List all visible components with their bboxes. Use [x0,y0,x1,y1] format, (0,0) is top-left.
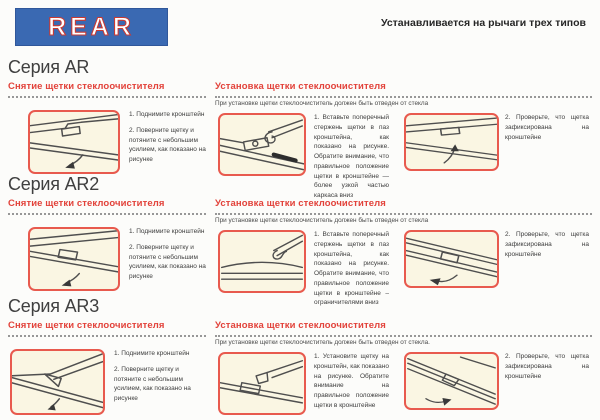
install-step-2: 2. Проверьте, что щетка зафиксирована на кронштейне [505,353,589,380]
removal-steps [114,349,198,415]
section-title: Серия AR2 [8,174,100,194]
dotted-divider [8,335,206,337]
removal-column [8,81,206,174]
header-tagline: Устанавливается на рычаги трех типов [380,17,586,29]
dotted-divider [215,96,592,98]
removal-step-2: 2. Поверните щетку и потяните с небольшим усилием, как показано на рисунке [129,127,206,163]
ar-install-step2-illustration [404,113,499,171]
section-series-ar3 [0,296,600,414]
ar3-removal-illustration [10,349,105,415]
install-column [215,81,592,199]
dotted-divider [8,96,206,98]
ar2-removal-illustration [28,227,120,291]
install-heading: Установка щетки стеклоочистителя [215,198,386,209]
dotted-divider [215,213,592,215]
install-column [215,198,592,307]
rear-logo-text: REAR [48,12,135,41]
removal-steps [129,110,206,174]
side-pin-arm-drawing [220,232,304,291]
dotted-divider [215,335,592,337]
install-heading: Установка щетки стеклоочистителя [215,320,386,331]
removal-step-1: 1. Поднимите кронштейн [114,350,190,357]
hook-arm-drawing [220,115,304,174]
curved-arrow-icon [430,278,441,285]
curved-arrow-icon [451,144,459,151]
ar2-install-step2-illustration [404,230,499,288]
curved-arrow-icon [442,398,451,406]
install-step-1: 1. Вставьте поперечный стержень щетки в паз кронштейна, как показано на рисунке. Обратите внимание, что правильное положение щетки в кронштейне – ограничителями вниз [314,231,389,307]
ar-removal-illustration [28,110,120,174]
bayonet-arm-drawing [220,354,304,413]
removal-step-1: 1. Поднимите кронштейн [129,111,205,118]
section-title: Серия AR [8,57,90,77]
install-step-2: 2. Проверьте, что щетка зафиксирована на кронштейне [505,231,589,258]
removal-steps [129,227,206,291]
wiper-blade-removal-drawing [12,351,103,413]
ar2-install-step1-illustration [218,230,306,293]
removal-column [8,198,206,291]
rear-logo [15,8,168,46]
install-note: При установке щетки стеклоочиститель должен быть отведен от стекла [215,217,429,224]
removal-heading: Снятие щетки стеклоочистителя [8,81,165,92]
install-step-1: 1. Вставьте поперечный стержень щетки в паз кронштейна, как показано на рисунке. Обратите внимание, что правильное положение щетки в кронштейне — более узкой частью каркаса вниз [314,114,389,199]
section-title: Серия AR3 [8,296,100,316]
blade-lock-check-drawing [406,115,497,169]
blade-lock-check-drawing [406,232,497,286]
removal-heading: Снятие щетки стеклоочистителя [8,198,165,209]
dotted-divider [8,213,206,215]
install-note: При установке щетки стеклоочиститель должен быть отведен от стекла [215,100,429,107]
install-heading: Установка щетки стеклоочистителя [215,81,386,92]
blade-lock-check-drawing [406,354,497,408]
ar3-install-step1-illustration [218,352,306,415]
removal-heading: Снятие щетки стеклоочистителя [8,320,165,331]
install-column [215,320,592,420]
wiper-blade-removal-drawing [30,112,118,172]
ar3-install-step2-illustration [404,352,499,410]
removal-step-1: 1. Поднимите кронштейн [129,228,205,235]
ar-install-step1-illustration [218,113,306,176]
install-step-2: 2. Проверьте, что щетка зафиксирована на кронштейне [505,114,589,141]
install-step-1: 1. Установите щетку на кронштейн, как показано на рисунке. Обратите внимание на правильное положение щетки в кронштейне [314,353,389,409]
wiper-blade-removal-drawing [30,229,118,289]
removal-step-2: 2. Поверните щетку и потяните с небольшим усилием, как показано на рисунке [129,244,206,280]
removal-column [8,320,206,415]
install-note: При установке щетки стеклоочиститель должен быть отведен от стекла. [215,339,430,346]
removal-step-2: 2. Поверните щетку и потяните с небольшим усилием, как показано на рисунке [114,366,191,402]
